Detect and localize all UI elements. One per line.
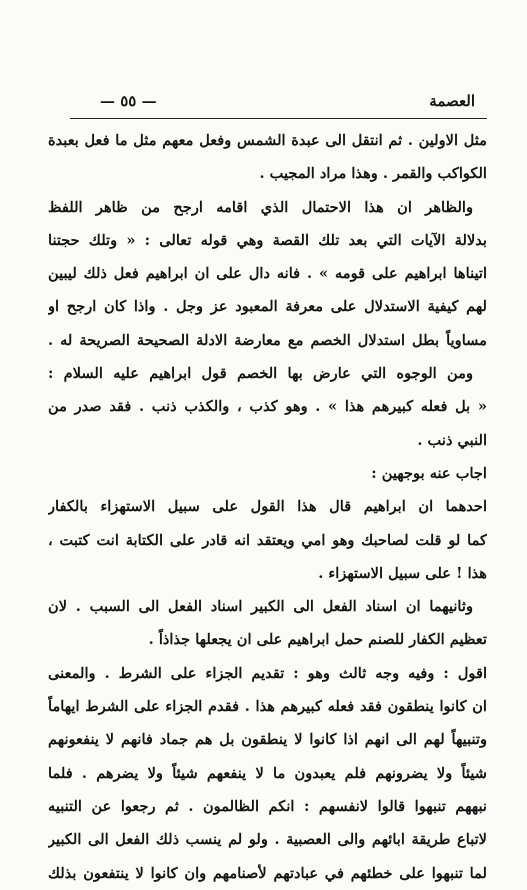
text-line: شيئاً ولا يضرونهم فلم يعبدون ما لا ينفعهم شيئاً ولا يضرهم . فلما [48,764,487,782]
text-line: تعظيم الكفار للصنم حمل ابراهيم على ان يجعلها جذاذاً . [148,631,487,649]
text-line: اتيناها ابراهيم على قومه » . فانه دال على ان ابراهيم فعل ذلك ليبين [48,265,487,283]
text-line: مثل الاولين . ثم انتقل الى عبدة الشمس وفعل معهم مثل ما فعل بعبدة [48,132,487,149]
running-title: العصمة [429,92,475,110]
text-line: نبههم تنبهوا قالوا لانفسهم : انكم الظالمون . ثم رجعوا عن التنبيه [48,797,487,815]
text-line: لهم كيفية الاستدلال على معرفة المعبود عز وجل . واذا كان ارجح او [48,298,487,316]
text-line: مساوياً بطل استدلال الخصم مع معارضة الادلة الصحيحة الصريحة له . [48,331,487,349]
text-line: اقول : وفيه وجه ثالث وهو : تقديم الجزاء على الشرط . والمعنى [48,664,487,682]
text-line: احدهما ان ابراهيم قال هذا القول على سبيل الاستهزاء بالكفار [48,498,487,516]
page-header [70,92,475,116]
text-line: لما تنبهوا على خطئهم في عبادتهم لأصنامهم وان كانوا لا ينتفعون بذلك [48,864,487,882]
text-line: الكواكب والقمر . وهذا مراد المجيب . [259,165,487,183]
page-number: — ٥٥ — [100,92,157,110]
text-line: ومن الوجوه التي عارض بها الخصم قول ابراهيم عليه السلام : [48,365,473,383]
text-line: النبي ذنب . [417,431,487,449]
text-line: « بل فعله كبيرهم هذا » . وهو كذب ، والكذب ذنب . فقد صدر من [48,398,487,416]
text-line: ان كانوا ينطقون فقد فعله كبيرهم هذا . فقدم الجزاء على الشرط ايهاماً [48,698,487,716]
text-line: وثانيهما ان اسناد الفعل الى الكبير اسناد الفعل الى السبب . لان [48,598,473,616]
text-line: اجاب عنه بوجهين : [371,464,487,482]
text-line: كما لو قلت لصاحبك وهو امي ويعتقد انه قادر على الكتابة انت كتبت ، [48,531,487,549]
page-body [48,124,487,890]
text-line: وتنبيهاً لهم الى انهم اذا كانوا لا ينطقون بل هم جماد فانهم لا ينفعونهم [48,731,487,749]
text-line: بدلالة الآيات التي بعد تلك القصة وهي قوله تعالى : « وتلك حجتنا [48,231,487,249]
text-line: والظاهر ان هذا الاحتمال الذي اقامه ارجح من ظاهر اللفظ [48,198,473,216]
header-rule [70,118,487,119]
text-line: هذا ! على سبيل الاستهزاء . [318,564,487,582]
text-line: لاتباع طريقة ابائهم والى العصبية . ولو لم ينسب ذلك الفعل الى الكبير [48,831,487,849]
